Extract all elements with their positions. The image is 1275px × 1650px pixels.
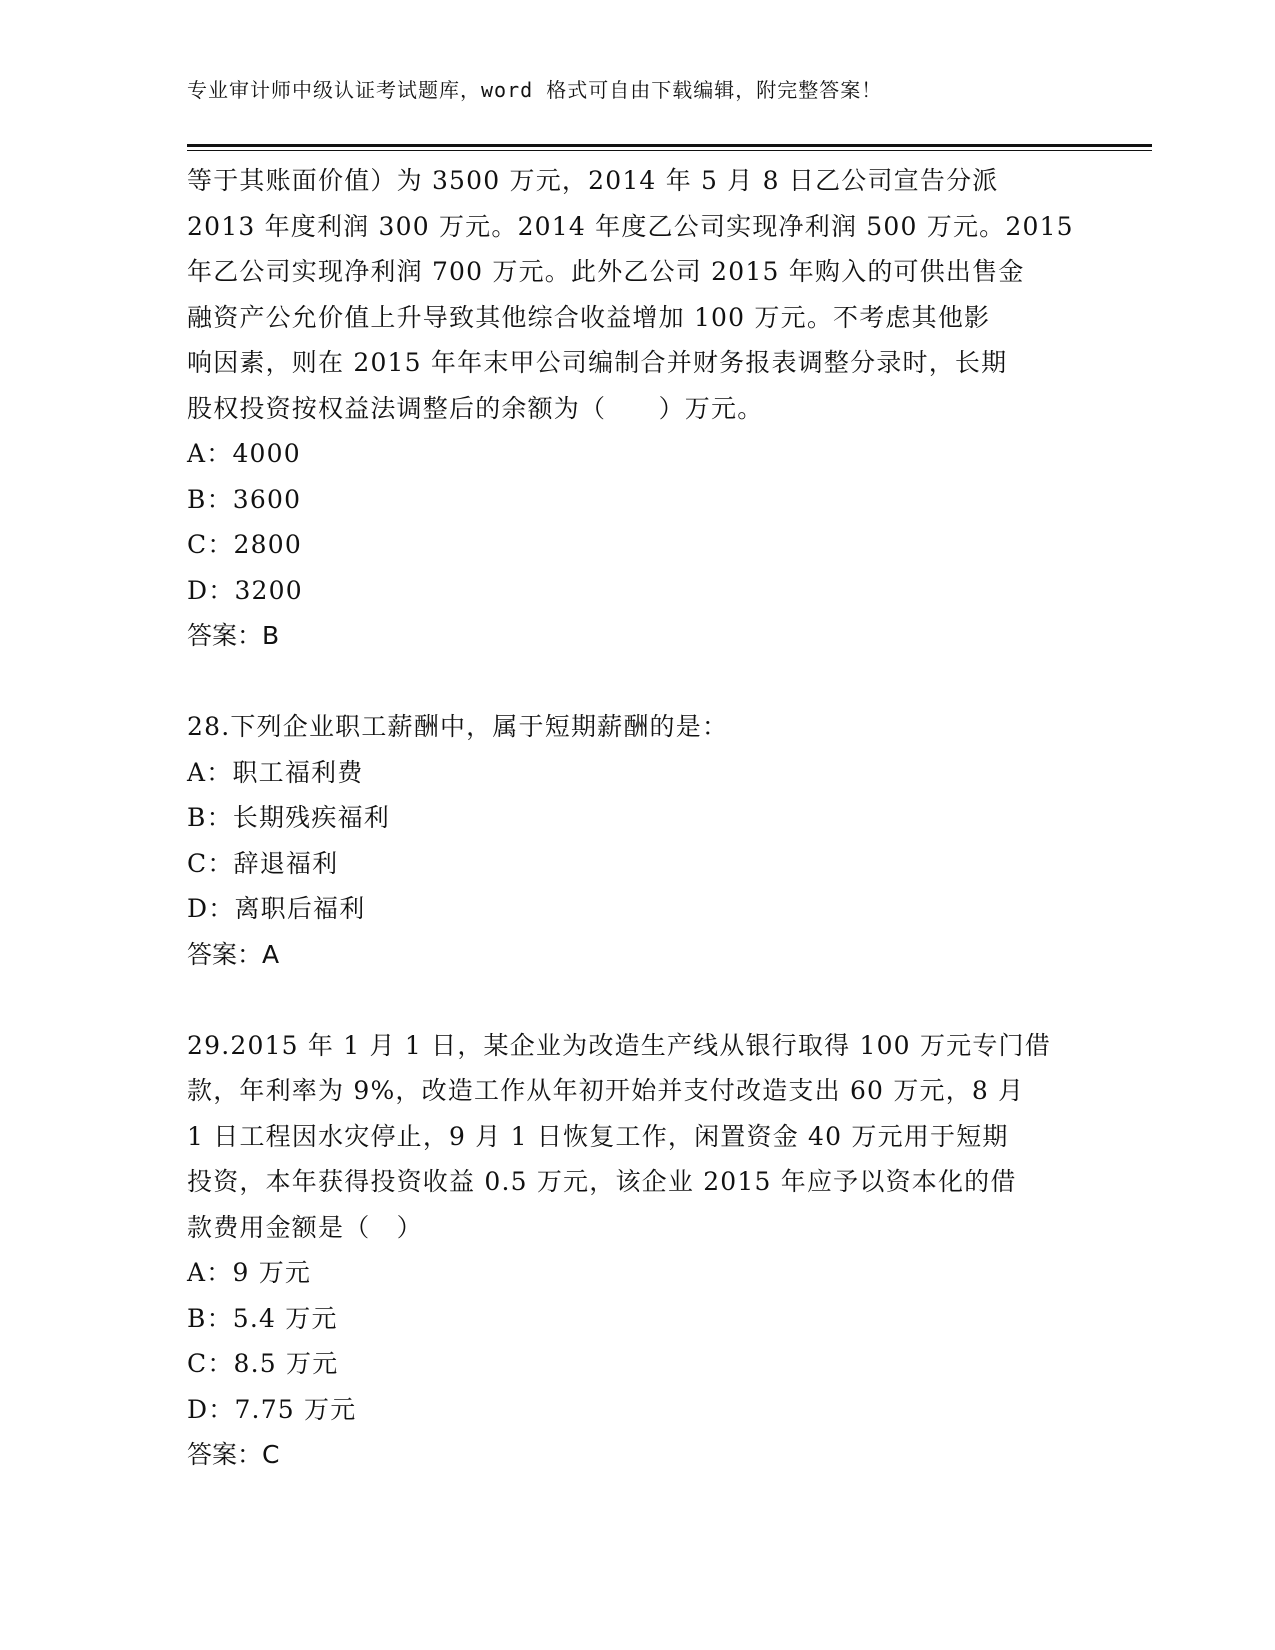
- question-text-line: 响因素，则在 2015 年年末甲公司编制合并财务报表调整分录时，长期: [187, 348, 1008, 377]
- answer-label: 答案：A: [187, 939, 280, 969]
- question-text-line: 投资，本年获得投资收益 0.5 万元，该企业 2015 年应予以资本化的借: [187, 1167, 1017, 1196]
- option-c: C：辞退福利: [187, 848, 339, 878]
- option-d: D：7.75 万元: [187, 1394, 357, 1424]
- question-27: [187, 158, 1087, 659]
- question-text-line: 款，年利率为 9%，改造工作从年初开始并支付改造支出 60 万元，8 月: [187, 1076, 1025, 1105]
- question-29: [187, 1023, 1087, 1478]
- option-b: B：3600: [187, 484, 302, 514]
- option-b: B：5.4 万元: [187, 1303, 338, 1333]
- question-text-line: 融资产公允价值上升导致其他综合收益增加 100 万元。不考虑其他影: [187, 302, 991, 332]
- option-b: B：长期残疾福利: [187, 803, 390, 832]
- header-rule-thin: [187, 150, 1152, 151]
- spacer: [187, 659, 1087, 705]
- option-d: D：离职后福利: [187, 894, 366, 923]
- header-rule-thick: [187, 144, 1152, 147]
- document-body: [187, 158, 1087, 1478]
- question-text-line: 等于其账面价值）为 3500 万元，2014 年 5 月 8 日乙公司宣告分派: [187, 166, 999, 195]
- spacer: [187, 977, 1087, 1023]
- option-c: C：8.5 万元: [187, 1349, 339, 1378]
- option-a: A：职工福利费: [187, 757, 364, 787]
- option-c: C：2800: [187, 530, 302, 559]
- question-text-line: 1 日工程因水灾停止，9 月 1 日恢复工作，闲置资金 40 万元用于短期: [187, 1121, 1009, 1151]
- option-d: D：3200: [187, 575, 303, 605]
- question-text-line: 股权投资按权益法调整后的余额为（ ）万元。: [187, 393, 764, 423]
- document-header: 专业审计师中级认证考试题库，word 格式可自由下载编辑，附完整答案！: [187, 78, 883, 102]
- option-a: A：9 万元: [187, 1258, 312, 1287]
- question-text-line: 年乙公司实现净利润 700 万元。此外乙公司 2015 年购入的可供出售金: [187, 257, 1025, 286]
- question-text-line: 28.下列企业职工薪酬中，属于短期薪酬的是：: [187, 712, 729, 741]
- question-28: [187, 704, 1087, 977]
- question-text-line: 款费用金额是（ ）: [187, 1212, 423, 1242]
- option-a: A：4000: [187, 439, 301, 468]
- question-text-line: 29.2015 年 1 月 1 日，某企业为改造生产线从银行取得 100 万元专门借: [187, 1030, 1051, 1060]
- answer-label: 答案：B: [187, 621, 280, 650]
- answer-label: 答案：C: [187, 1440, 280, 1469]
- question-text-line: 2013 年度利润 300 万元。2014 年度乙公司实现净利润 500 万元。2015: [187, 211, 1074, 241]
